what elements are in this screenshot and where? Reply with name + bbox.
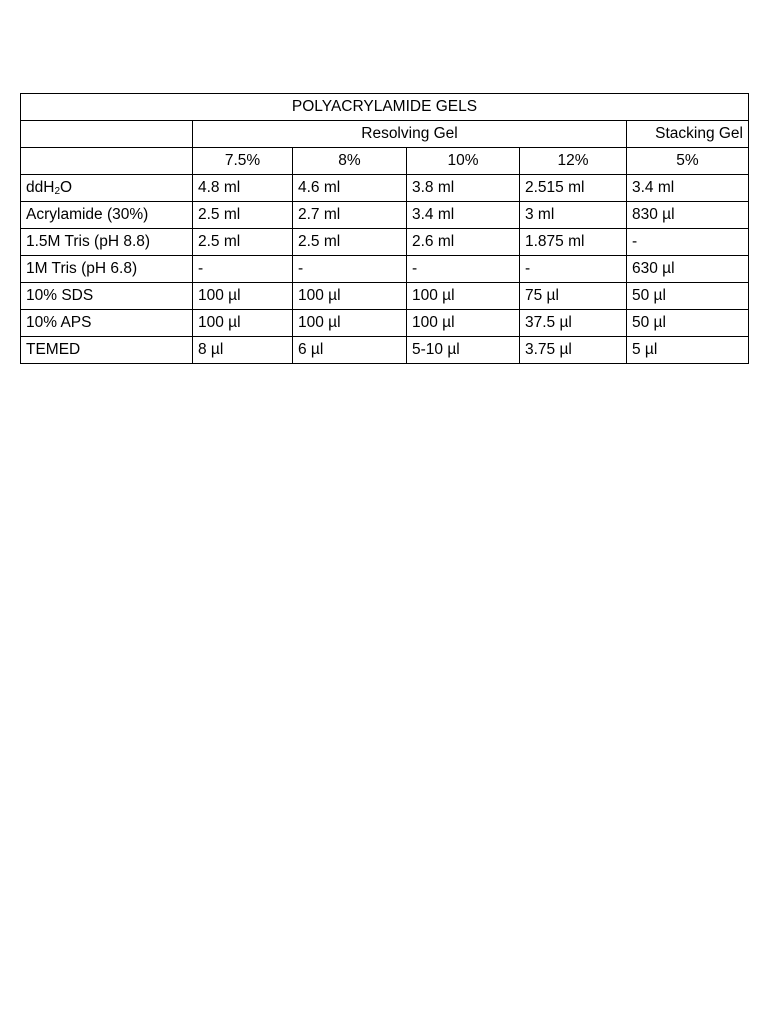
table-row bbox=[21, 202, 749, 229]
table-title: POLYACRYLAMIDE GELS bbox=[21, 94, 749, 121]
table-cell: - bbox=[193, 256, 293, 283]
table-row bbox=[21, 256, 749, 283]
table-cell: 3.8 ml bbox=[407, 175, 520, 202]
empty-header-cell bbox=[21, 148, 193, 175]
table-cell: 5 µl bbox=[627, 337, 749, 364]
group-header-row bbox=[21, 121, 749, 148]
table-row bbox=[21, 283, 749, 310]
table-cell: 100 µl bbox=[407, 283, 520, 310]
concentration-header: 8% bbox=[293, 148, 407, 175]
table-cell: - bbox=[520, 256, 627, 283]
stacking-gel-header: Stacking Gel bbox=[627, 121, 749, 148]
table-cell: 4.6 ml bbox=[293, 175, 407, 202]
table-cell: - bbox=[627, 229, 749, 256]
concentration-header: 7.5% bbox=[193, 148, 293, 175]
table-cell: 100 µl bbox=[193, 283, 293, 310]
resolving-gel-header: Resolving Gel bbox=[193, 121, 627, 148]
row-label-tail: O bbox=[60, 179, 73, 196]
table-cell: 3.75 µl bbox=[520, 337, 627, 364]
table-cell: 830 µl bbox=[627, 202, 749, 229]
table-row bbox=[21, 175, 749, 202]
gel-recipe-table-container bbox=[20, 93, 748, 364]
table-cell: 2.5 ml bbox=[193, 229, 293, 256]
table-cell: - bbox=[407, 256, 520, 283]
row-label-subscript: 2 bbox=[54, 186, 60, 197]
table-cell: 2.6 ml bbox=[407, 229, 520, 256]
concentration-header: 5% bbox=[627, 148, 749, 175]
table-cell: 3 ml bbox=[520, 202, 627, 229]
row-label: TEMED bbox=[21, 337, 193, 364]
row-label: Acrylamide (30%) bbox=[21, 202, 193, 229]
row-label bbox=[21, 175, 193, 202]
table-cell: 100 µl bbox=[293, 283, 407, 310]
row-label: 10% SDS bbox=[21, 283, 193, 310]
table-cell: 630 µl bbox=[627, 256, 749, 283]
concentration-header: 12% bbox=[520, 148, 627, 175]
table-row bbox=[21, 310, 749, 337]
table-cell: 2.5 ml bbox=[193, 202, 293, 229]
row-label-main: ddH bbox=[26, 179, 55, 196]
row-label: 1M Tris (pH 6.8) bbox=[21, 256, 193, 283]
table-cell: 2.7 ml bbox=[293, 202, 407, 229]
table-cell: 6 µl bbox=[293, 337, 407, 364]
concentration-header: 10% bbox=[407, 148, 520, 175]
table-row bbox=[21, 229, 749, 256]
table-cell: 4.8 ml bbox=[193, 175, 293, 202]
title-row bbox=[21, 94, 749, 121]
table-cell: 37.5 µl bbox=[520, 310, 627, 337]
table-cell: 1.875 ml bbox=[520, 229, 627, 256]
empty-header-cell bbox=[21, 121, 193, 148]
table-cell: 3.4 ml bbox=[407, 202, 520, 229]
table-cell: 100 µl bbox=[407, 310, 520, 337]
gel-recipe-table bbox=[20, 93, 749, 364]
table-cell: 8 µl bbox=[193, 337, 293, 364]
table-cell: 2.515 ml bbox=[520, 175, 627, 202]
row-label: 1.5M Tris (pH 8.8) bbox=[21, 229, 193, 256]
row-label: 10% APS bbox=[21, 310, 193, 337]
table-row bbox=[21, 337, 749, 364]
table-cell: 3.4 ml bbox=[627, 175, 749, 202]
concentration-header-row bbox=[21, 148, 749, 175]
table-cell: 100 µl bbox=[193, 310, 293, 337]
table-cell: 50 µl bbox=[627, 310, 749, 337]
table-cell: 100 µl bbox=[293, 310, 407, 337]
table-cell: 50 µl bbox=[627, 283, 749, 310]
table-cell: 5-10 µl bbox=[407, 337, 520, 364]
table-cell: 75 µl bbox=[520, 283, 627, 310]
table-cell: 2.5 ml bbox=[293, 229, 407, 256]
table-cell: - bbox=[293, 256, 407, 283]
